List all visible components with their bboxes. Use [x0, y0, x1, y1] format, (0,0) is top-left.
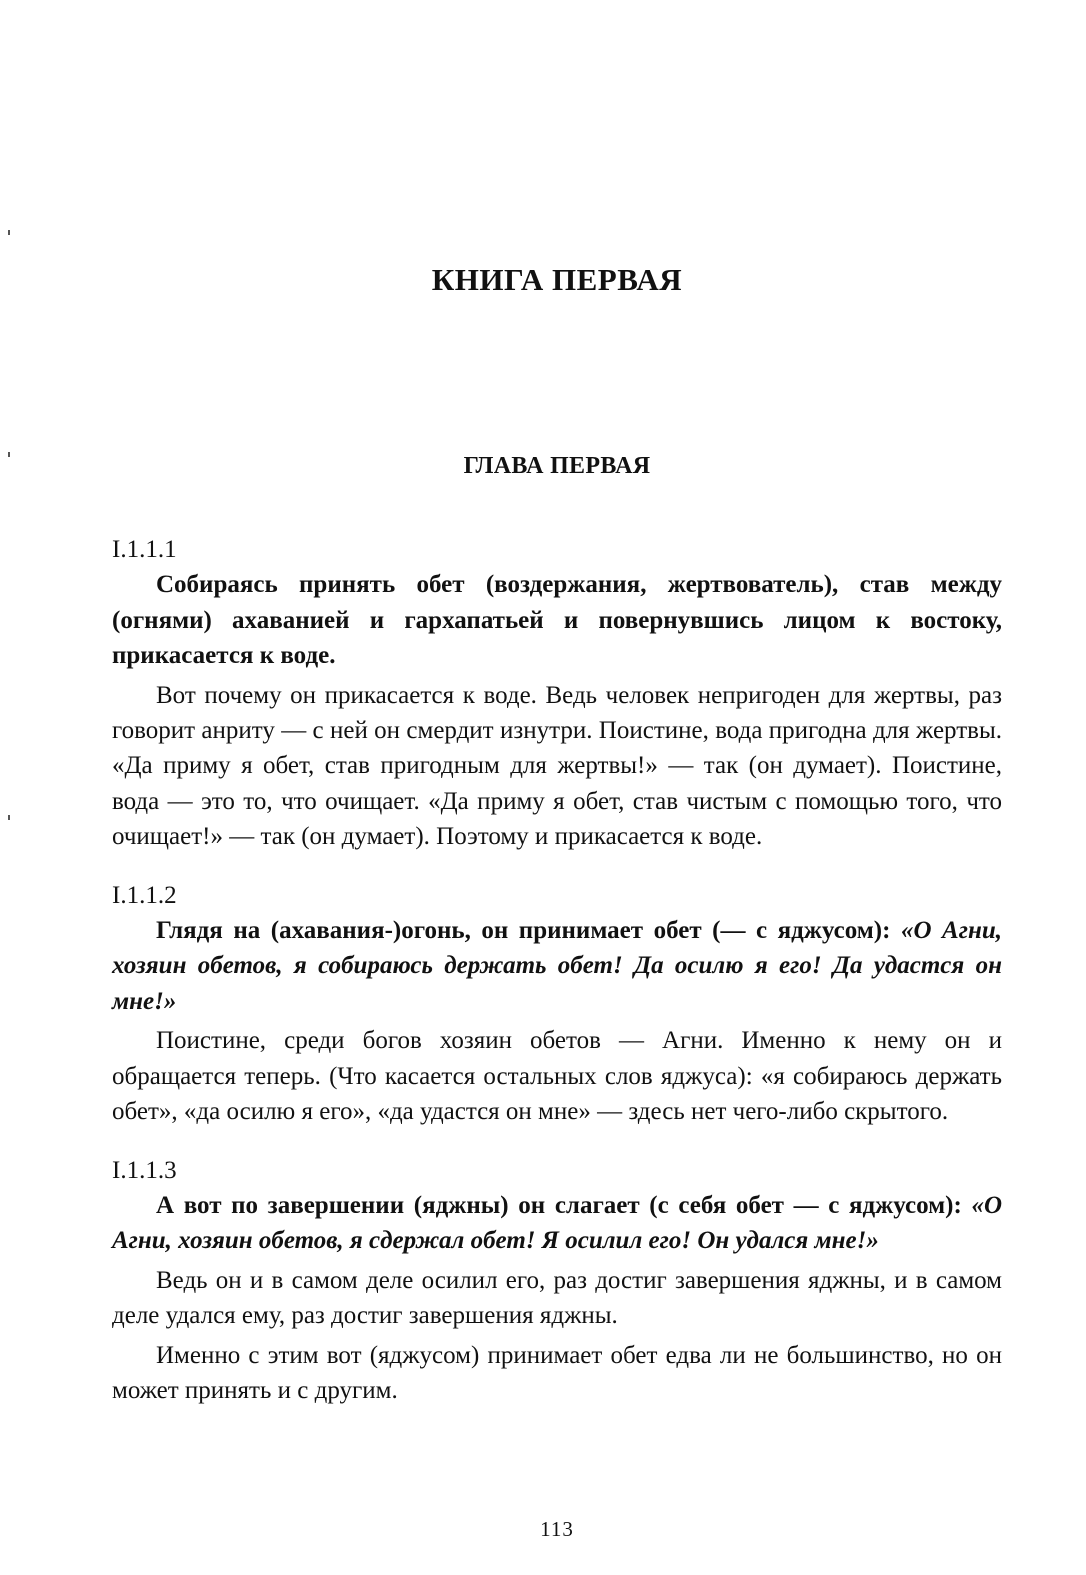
mantra-text: Собираясь принять обет (воздержания, жертвователь), став между (огнями) ахаванией и гархапатьей и повернувшись лицом к востоку, прикасается к воде. — [112, 571, 1002, 670]
chapter-title: ГЛАВА ПЕРВАЯ — [463, 453, 651, 479]
section-3 — [112, 1153, 1002, 1409]
mantra-text — [112, 913, 1002, 1019]
commentary-paragraph: Поистине, среди богов хозяин обетов — Агни. Именно к нему он и обращается теперь. (Что касается остальных слов яджуса): «я собираюсь держать обет», «да осилю я его», «да удастся он мне» — здесь нет чего-либо скрытого. — [112, 1027, 1002, 1126]
scan-artifact — [8, 815, 10, 820]
section-number: I.1.1.3 — [112, 1156, 177, 1184]
mantra-lead: Глядя на (ахавания-)огонь, он принимает обет (— с яджусом): — [156, 917, 891, 945]
commentary-paragraph: Вот почему он прикасается к воде. Ведь человек непригоден для жертвы, раз говорит анриту — с ней он смердит изнутри. Поистине, вода пригодна для жертвы. «Да приму я обет, став пригодным для жертвы!» — так (он думает). Поистине, вода — это то, что очищает. «Да приму я обет, став чистым с помощью того, что очищает!» — так (он думает). Поэтому и прикасается к воде. — [112, 681, 1002, 851]
chapter-body — [112, 532, 1002, 1431]
commentary-paragraph: Ведь он и в самом деле осилил его, раз достиг завершения яджны, и в самом деле удался ему, раз достиг завершения яджны. — [112, 1266, 1002, 1330]
mantra-quote: «О Агни, хозяин обетов, я сдержал обет! Я осилил его! Он удался мне!» — [112, 1191, 1003, 1255]
book-title: КНИГА ПЕРВАЯ — [431, 262, 683, 297]
mantra-lead: А вот по завершении (яджны) он слагает (с себя обет — с яджусом): — [156, 1191, 962, 1219]
section-2 — [112, 878, 1002, 1130]
mantra-text — [112, 1188, 1002, 1259]
mantra-quote: «О Агни, хозяин обетов, я собираюсь держать обет! Да осилю я его! Да удастся он мне!» — [112, 917, 1002, 1015]
page-number: 113 — [540, 1517, 574, 1541]
section-number: I.1.1.2 — [112, 881, 177, 909]
scan-artifact — [8, 452, 10, 457]
section-number: I.1.1.1 — [112, 536, 177, 563]
section-1 — [112, 532, 1002, 855]
commentary-paragraph: Именно с этим вот (яджусом) принимает обет едва ли не большинство, но он может принять и с другим. — [112, 1341, 1002, 1404]
scan-artifact — [8, 230, 10, 235]
